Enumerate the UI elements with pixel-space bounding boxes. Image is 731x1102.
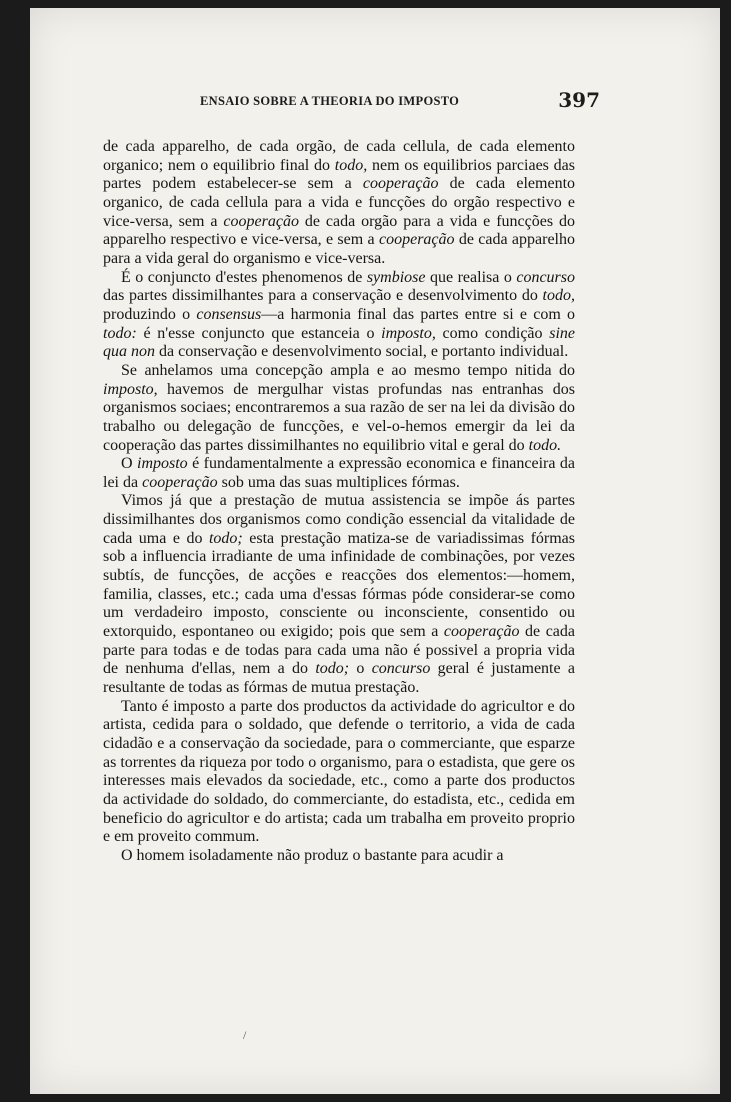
italic-term: todo. (528, 436, 562, 454)
paragraph (103, 138, 575, 269)
text-run: da conservação e desenvolvimento social, e portanto individual. (155, 343, 569, 361)
italic-term: concurso (516, 268, 575, 286)
italic-term: todo; (208, 529, 243, 547)
running-title: ENSAIO SOBRE A THEORIA DO IMPOSTO (200, 94, 460, 108)
book-page (30, 8, 720, 1094)
text-run: É o conjuncto d'estes phenomenos de (121, 268, 367, 286)
text-run: das partes dissimilhantes para a conservação e desenvolvimento do (103, 287, 543, 305)
paragraph (103, 847, 575, 866)
italic-term: todo: (103, 324, 137, 342)
page-number: 397 (558, 88, 600, 112)
text-run: geral é justamente a resultante de todas as fórmas de mutua prestação. (103, 660, 575, 697)
text-run: como condição (435, 324, 550, 342)
paragraph (103, 269, 575, 362)
italic-term: todo, (334, 156, 368, 174)
italic-term: imposto, (381, 324, 436, 342)
text-run: Vimos já que a prestação de mutua assistencia se impõe ás partes dissimilhantes dos organismos como condição essencial da vitalidade de cada uma e do (103, 492, 575, 547)
text-run: de cada orgão para a vida e funcções do apparelho respectivo e vice-versa, e sem a (103, 212, 576, 249)
text-run: O (121, 455, 137, 473)
text-run: O homem isoladamente não produz o bastante para acudir a (121, 846, 504, 864)
stray-mark: / (243, 1028, 247, 1042)
text-run: Tanto é imposto a parte dos productos da actividade do agricultor e do artista, cedida para o soldado, que defende o territorio, a vida de cada cidadão e a conservação da sociedade, para o commerciante, que esparze as torrentes da riqueza por todo o organismo, para o estadista, que gere os interesses mais elevados da sociedade, etc., como a parte dos productos da actividade do soldado, do commerciante, do estadista, etc., cedida em beneficio do agricultor e do artista; cada um trabalha em proveito proprio e em proveito commum. (103, 697, 575, 846)
text-run: sob uma das suas multiplices fórmas. (217, 473, 460, 491)
italic-term: imposto, (103, 380, 158, 398)
text-run: Se anhelamos uma concepção ampla e ao mesmo tempo nitida do (121, 361, 575, 379)
italic-term: cooperação (142, 473, 218, 491)
text-run: de cada apparelho para a vida geral do organismo e vice-versa. (103, 231, 576, 267)
text-run: o (349, 660, 372, 678)
text-run: de cada elemento organico, de cada cellula para a vida e funcções do orgão respectivo e vice-versa, sem a (103, 175, 576, 230)
text-run: de cada apparelho, de cada orgão, de cada cellula, de cada elemento organico; nem o equilibrio final do (103, 138, 575, 174)
text-run: nem os equilibrios parciaes das partes podem estabelecer-se sem a (103, 156, 575, 193)
italic-term: concurso (371, 660, 431, 678)
italic-term: consensus (196, 305, 262, 323)
text-run: é fundamentalmente a expressão economica e financeira da lei da (103, 455, 575, 491)
text-run: produzindo o (103, 305, 197, 323)
text-run: é n'esse conjuncto que estanceia o (136, 324, 382, 342)
italic-term: cooperação (362, 175, 439, 193)
italic-term: cooperação (378, 231, 455, 249)
text-run: de cada parte para todas e de todas para cada uma não é possivel a propria vida de nenhuma d'ellas, nem a do (103, 623, 575, 678)
italic-term: todo; (315, 660, 350, 678)
text-run: havemos de mergulhar vistas profundas nas entranhas dos organismos sociaes; encontraremos a sua razão de ser na lei da divisão do trabalho ou delegação de funcções, e vel-o-hemos emergir da lei da cooperação das partes dissimilhantes no equilibrio vital e geral do (103, 380, 575, 454)
text-run: esta prestação matiza-se de variadissimas fórmas sob a influencia irradiante de uma infinidade de combinações, por vezes subtís, de funcções, de acções e reacções dos elementos:—homem, familia, classes, etc.; cada uma d'essas fórmas póde considerar-se como um verdadeiro imposto, consciente ou inconsciente, consentido ou extorquido, espontaneo ou exigido; pois que sem a (103, 529, 576, 641)
text-run: que realisa o (425, 268, 517, 286)
body-text (103, 138, 575, 866)
italic-term: todo, (542, 287, 575, 305)
italic-term: cooperação (443, 623, 520, 641)
paragraph (103, 362, 575, 455)
text-run: —a harmonia final das partes entre si e com o (261, 305, 576, 323)
paragraph (103, 698, 575, 847)
paragraph (103, 455, 575, 492)
page-header (200, 88, 670, 118)
italic-term: cooperação (223, 212, 299, 230)
italic-term: imposto (137, 455, 188, 473)
paragraph (103, 492, 575, 697)
italic-term: sine qua non (103, 324, 576, 361)
italic-term: symbiose (366, 268, 426, 286)
